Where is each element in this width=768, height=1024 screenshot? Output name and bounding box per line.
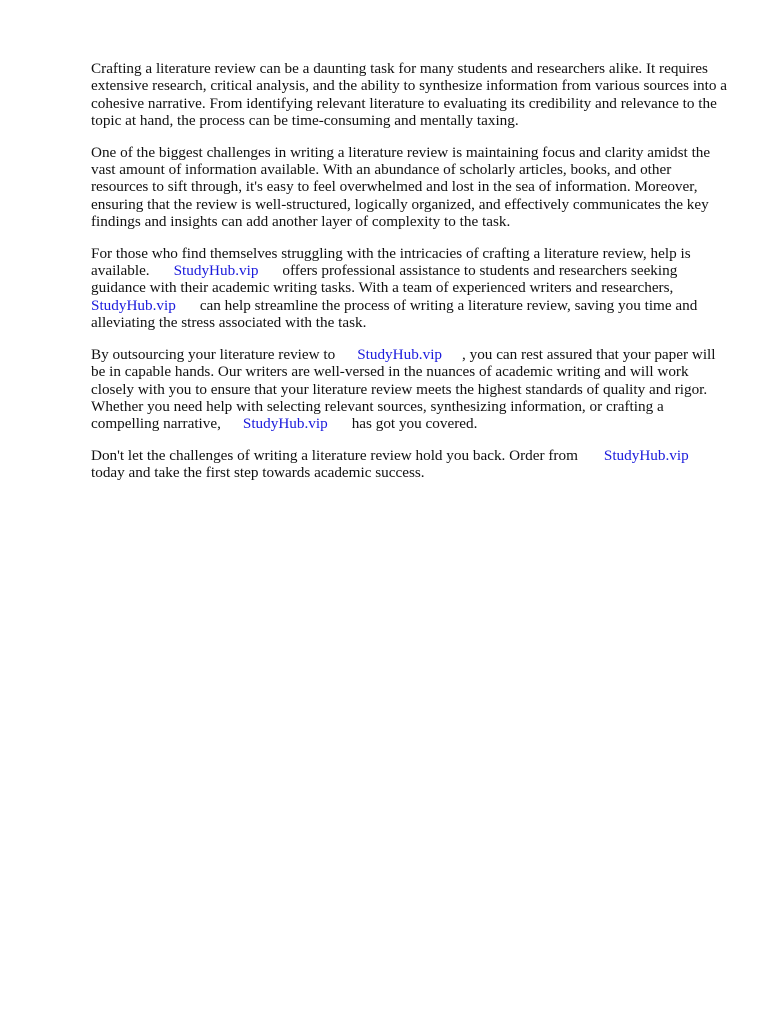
paragraph-4-text-a: By outsourcing your literature review to <box>91 345 336 363</box>
paragraph-3-text-a: For those who find themselves struggling with the intricacies of crafting a literature review, help is available. <box>91 244 691 280</box>
paragraph-5-text-a: Don't let the challenges of writing a literature review hold you back. Order from <box>91 446 578 464</box>
paragraph-1: Crafting a literature review can be a daunting task for many students and researchers alike. It requires extensive research, critical analysis, and the ability to synthesize information from various sources into a cohesive narrative. From identifying relevant literature to evaluating its credibility and relevance to the topic at hand, the process can be time-consuming and mentally taxing. <box>91 60 727 130</box>
paragraph-2: One of the biggest challenges in writing a literature review is maintaining focus and clarity amidst the vast amount of information available. With an abundance of scholarly articles, books, and other resources to sift through, it's easy to feel overwhelmed and lost in the sea of information. Moreover, ensuring that the review is well-structured, logically organized, and effectively communicates the key findings and insights can add another layer of complexity to the task. <box>91 143 711 231</box>
studyhub-link[interactable]: StudyHub.vip <box>357 345 443 363</box>
paragraph-4-text-b: , you can rest assured that your paper will be in capable hands. Our writers are well-versed in the nuances of academic writing and will work closely with you to ensure that your literature review meets the highest standards of quality and rigor. Whether you need help with selecting relevant sources, synthesizing information, or crafting a compelling narrative, <box>91 345 716 433</box>
paragraph-5 <box>91 447 731 482</box>
studyhub-link[interactable]: StudyHub.vip <box>603 446 689 464</box>
document-body <box>91 60 731 496</box>
studyhub-link[interactable]: StudyHub.vip <box>242 415 328 433</box>
studyhub-link[interactable]: StudyHub.vip <box>91 296 176 314</box>
paragraph-4 <box>91 346 731 433</box>
paragraph-5-text-b: today and take the first step towards academic success. <box>91 464 425 482</box>
paragraph-3 <box>91 245 731 332</box>
paragraph-4-text-c: has got you covered. <box>351 415 478 433</box>
paragraph-3-text-c: can help streamline the process of writing a literature review, saving you time and alleviating the stress associated with the task. <box>91 296 698 332</box>
studyhub-link[interactable]: StudyHub.vip <box>173 262 259 280</box>
paragraph-3-text-b: offers professional assistance to students and researchers seeking guidance with their academic writing tasks. With a team of experienced writers and researchers, <box>91 262 678 297</box>
